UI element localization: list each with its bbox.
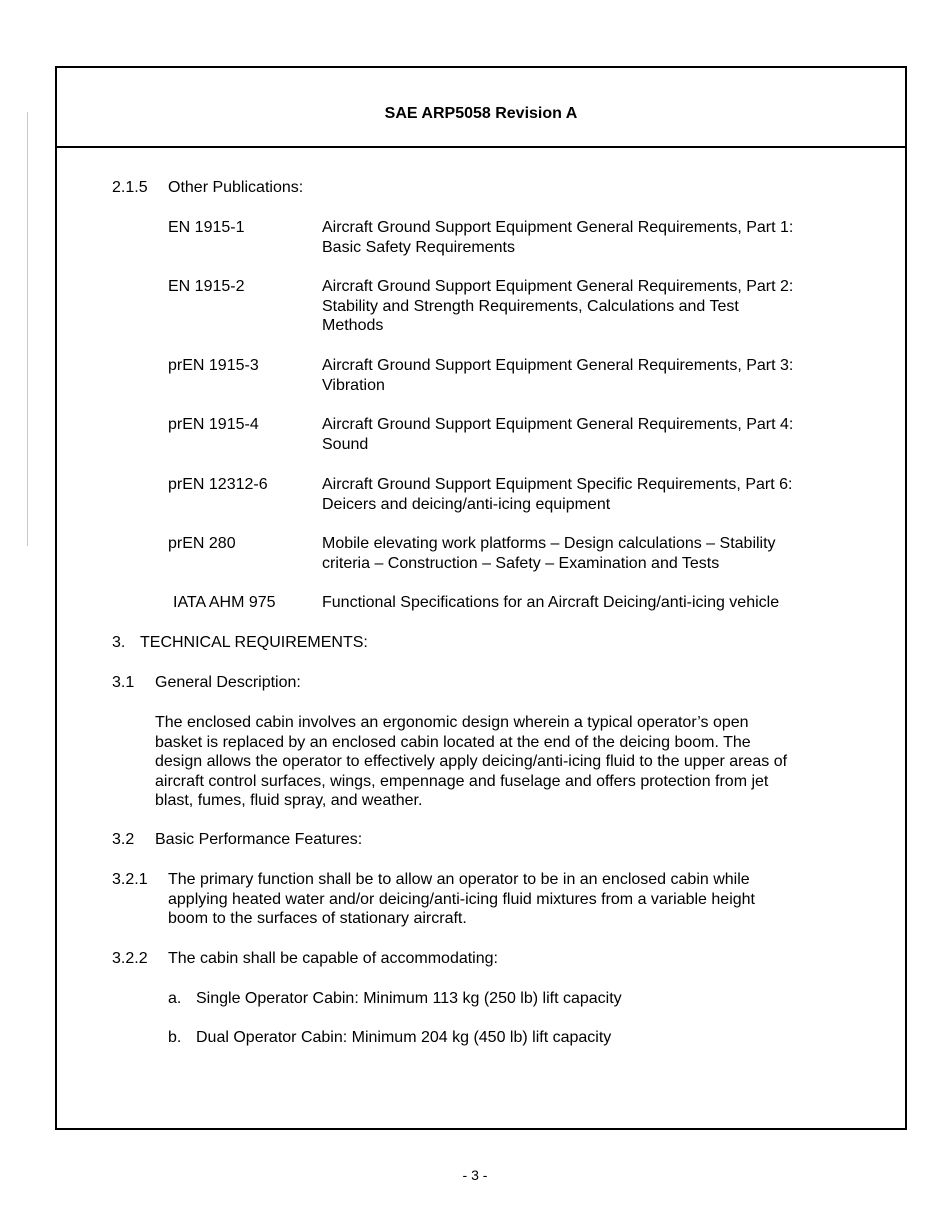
paragraph-line: The enclosed cabin involves an ergonomic design wherein a typical operator’s open	[155, 714, 749, 731]
publication-title-line: Aircraft Ground Support Equipment General Requirements, Part 2:	[322, 278, 794, 295]
publication-id: IATA AHM 975	[173, 594, 276, 611]
section-number: 3.1	[112, 674, 135, 691]
publication-id: prEN 12312-6	[168, 476, 268, 493]
publication-title-line: Aircraft Ground Support Equipment General Requirements, Part 3:	[322, 357, 794, 374]
section-title: Other Publications:	[168, 179, 304, 196]
section-number: 3.2	[112, 831, 135, 848]
publication-id: prEN 1915-3	[168, 357, 259, 374]
section-number: 3.	[112, 634, 126, 651]
publication-title-line: Sound	[322, 435, 369, 453]
paragraph-line: applying heated water and/or deicing/anti-icing fluid mixtures from a variable height	[168, 890, 755, 908]
section-title: TECHNICAL REQUIREMENTS:	[140, 634, 368, 651]
paragraph-line: The primary function shall be to allow an operator to be in an enclosed cabin while	[168, 871, 750, 888]
publication-id: EN 1915-1	[168, 219, 245, 236]
list-marker: a.	[168, 990, 182, 1007]
section-title: General Description:	[155, 674, 301, 691]
publication-id: prEN 280	[168, 535, 236, 552]
page-header	[57, 68, 905, 148]
publication-title-line: criteria – Construction – Safety – Examination and Tests	[322, 554, 720, 572]
publication-title-line: Mobile elevating work platforms – Design calculations – Stability	[322, 535, 776, 552]
list-item: Single Operator Cabin: Minimum 113 kg (250 lb) lift capacity	[196, 990, 622, 1007]
revision-change-bar	[27, 112, 28, 546]
publication-title-line: Aircraft Ground Support Equipment General Requirements, Part 1:	[322, 219, 794, 236]
publication-title-line: Basic Safety Requirements	[322, 238, 515, 256]
list-marker: b.	[168, 1029, 182, 1046]
publication-title-line: Vibration	[322, 376, 385, 394]
publication-title-line: Aircraft Ground Support Equipment Specific Requirements, Part 6:	[322, 476, 793, 493]
paragraph-line: basket is replaced by an enclosed cabin located at the end of the deicing boom. The	[155, 733, 751, 751]
publication-title-line: Functional Specifications for an Aircraft Deicing/anti-icing vehicle	[322, 594, 780, 611]
section-number: 3.2.2	[112, 950, 148, 967]
section-number: 2.1.5	[112, 179, 148, 196]
paragraph-line: aircraft control surfaces, wings, empennage and fuselage and offers protection from jet	[155, 772, 769, 790]
paragraph-line: The cabin shall be capable of accommodating:	[168, 950, 498, 967]
section-number: 3.2.1	[112, 871, 148, 888]
document-title: SAE ARP5058 Revision A	[384, 105, 578, 122]
publication-title-line: Aircraft Ground Support Equipment General Requirements, Part 4:	[322, 416, 794, 433]
list-item: Dual Operator Cabin: Minimum 204 kg (450 lb) lift capacity	[196, 1029, 612, 1046]
publication-title-line: Methods	[322, 317, 384, 334]
publication-id: prEN 1915-4	[168, 416, 259, 433]
paragraph-line: boom to the surfaces of stationary aircraft.	[168, 910, 467, 927]
section-title: Basic Performance Features:	[155, 831, 363, 848]
page-number: - 3 -	[462, 1167, 488, 1183]
paragraph-line: design allows the operator to effectively apply deicing/anti-icing fluid to the upper areas of	[155, 753, 788, 770]
publication-title-line: Stability and Strength Requirements, Calculations and Test	[322, 297, 739, 315]
paragraph-line: blast, fumes, fluid spray, and weather.	[155, 792, 423, 809]
publication-id: EN 1915-2	[168, 278, 245, 295]
publication-title-line: Deicers and deicing/anti-icing equipment	[322, 495, 611, 513]
